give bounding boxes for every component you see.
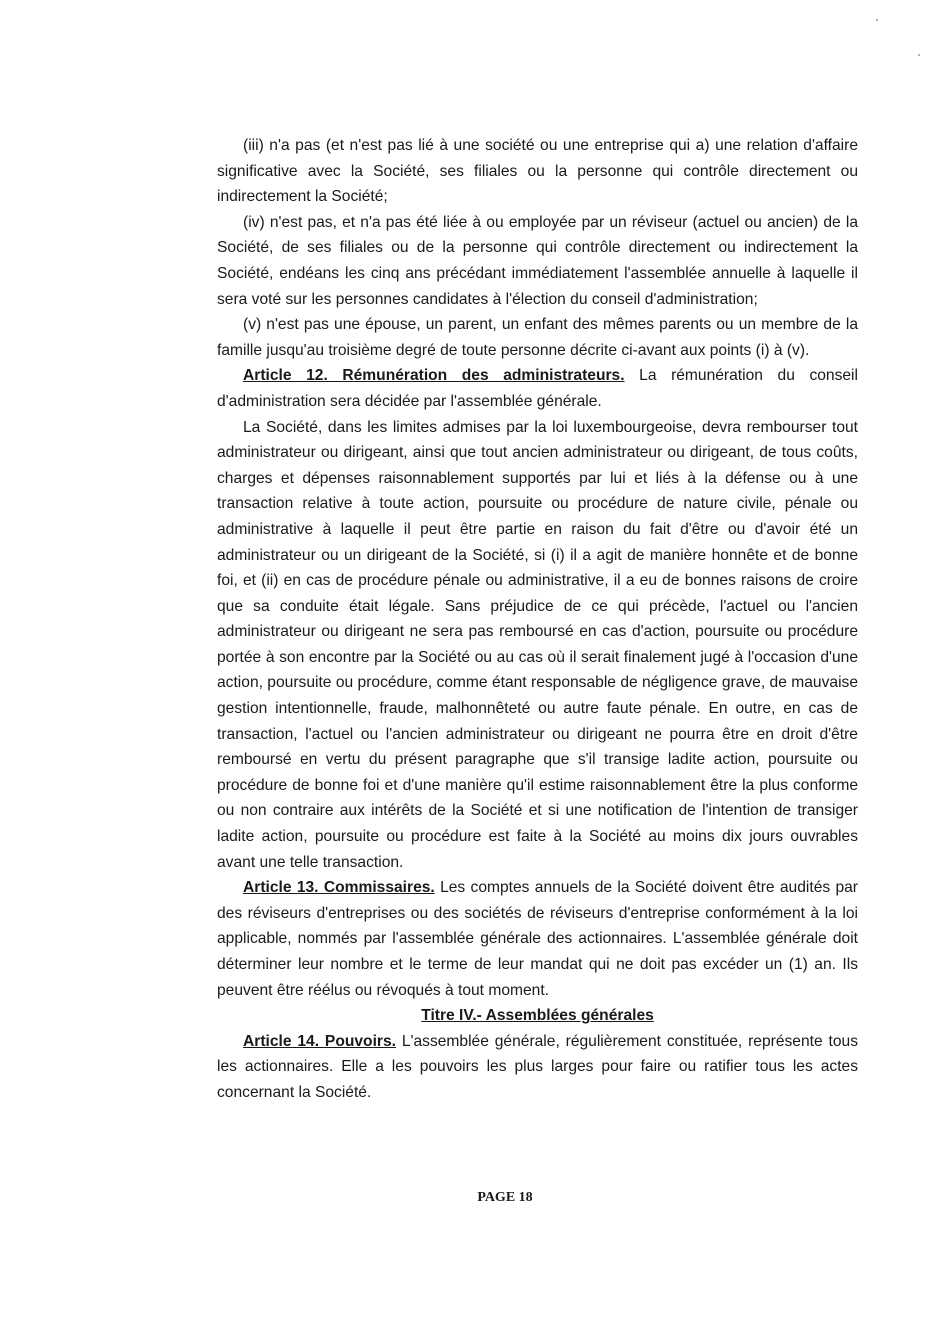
article-13-title: Article 13. Commissaires. bbox=[243, 879, 435, 897]
clause-iii: (iii) n'a pas (et n'est pas lié à une société ou une entreprise qui a) une relation d'affaire significative avec la Société, ses filiales ou la personne qui contrôle directement ou indirectement la Société; bbox=[217, 137, 858, 206]
article-12-title: Article 12. Rémunération des administrateurs. bbox=[243, 367, 625, 385]
article-13-paragraph bbox=[217, 875, 858, 1003]
article-12-text: La rémunération du conseil d'administration sera décidée par l'assemblée générale. bbox=[217, 367, 858, 410]
article-12-indemnification: La Société, dans les limites admises par la loi luxembourgeoise, devra rembourser tout administrateur ou dirigeant, ainsi que tout ancien administrateur ou dirigeant, de tous coûts, charges et dépenses raisonnablement supportés par lui et liés à la défense ou à une transaction relative à toute action, poursuite ou procédure de nature civile, pénale ou administrative à laquelle il peut être partie en raison du fait d'être ou d'avoir été un administrateur ou un dirigeant de la Société, si (i) il a agit de manière honnête et de bonne foi, et (ii) en cas de procédure pénale ou administrative, il a eu de bonnes raisons de croire que sa conduite était légale. Sans préjudice de ce qui précède, l'actuel ou l'ancien administrateur ou dirigeant ne sera pas remboursé en cas d'action, poursuite ou procédure portée à son encontre par la Société ou au cas où il serait finalement jugé à l'occasion d'une action, poursuite ou procédure, comme étant responsable de négligence grave, de mauvaise gestion intentionnelle, fraude, malhonnêteté ou autre faute pénale. En outre, en cas de transaction, l'actuel ou l'ancien administrateur ou dirigeant ne pourra être en droit d'être remboursé en vertu du présent paragraphe que s'il transige ladite action, poursuite ou procédure de bonne foi et d'une manière qu'il estime raisonnablement être la plus conforme ou non contraire aux intérêts de la Société et si une notification de l'intention de transiger ladite action, poursuite ou procédure est faite à la Société au moins dix jours ouvrables avant une telle transaction. bbox=[217, 418, 858, 871]
article-14-paragraph bbox=[217, 1029, 858, 1106]
clause-v: (v) n'est pas une épouse, un parent, un enfant des mêmes parents ou un membre de la famille jusqu'au troisième degré de toute personne décrite ci-avant aux points (i) à (v). bbox=[217, 316, 858, 359]
page-number: PAGE 18 bbox=[477, 1190, 533, 1205]
document-body bbox=[217, 133, 858, 1106]
title-iv-text: Titre IV.- Assemblées générales bbox=[421, 1007, 654, 1025]
article-14-text: L'assemblée générale, régulièrement constituée, représente tous les actionnaires. Elle a les pouvoirs les plus larges pour faire ou ratifier tous les actes concernant la Société. bbox=[217, 1032, 858, 1101]
article-13-text: Les comptes annuels de la Société doivent être audités par des réviseurs d'entreprises ou des sociétés de réviseurs d'entreprise conformément à la loi applicable, nommés par l'assemblée générale des actionnaires. L'assemblée générale doit déterminer leur nombre et le terme de leur mandat qui ne doit pas excéder un (1) an. Ils peuvent être réélus ou révoqués à tout moment. bbox=[217, 879, 859, 999]
scan-speck bbox=[918, 54, 920, 56]
clause-iv: (iv) n'est pas, et n'a pas été liée à ou employée par un réviseur (actuel ou ancien) de la Société, de ses filiales ou de la personne qui contrôle directement ou indirectement la Société, endéans les cinq ans précédant immédiatement l'assemblée annuelle à laquelle il sera voté sur les personnes candidates à l'élection du conseil d'administration; bbox=[217, 213, 858, 308]
article-12-paragraph bbox=[217, 363, 858, 414]
article-14-title: Article 14. Pouvoirs. bbox=[243, 1032, 396, 1050]
scan-speck bbox=[876, 19, 878, 21]
title-iv-heading bbox=[217, 1003, 858, 1029]
